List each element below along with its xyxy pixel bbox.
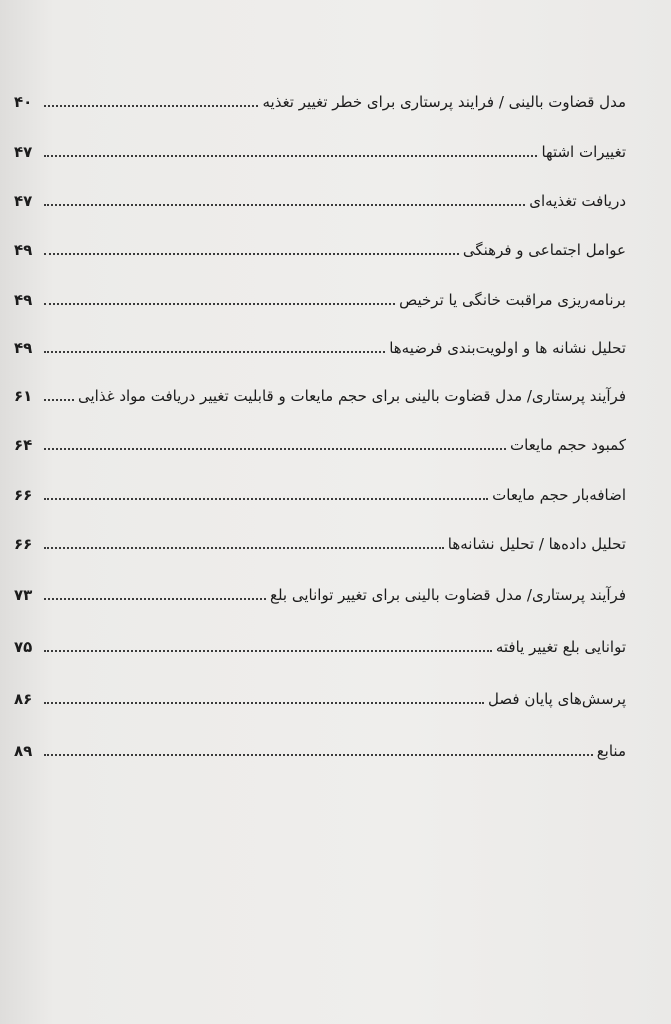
toc-entry-title: فرآیند پرستاری/ مدل قضاوت بالینی برای تغییر توانایی بلع [269,586,626,604]
dot-leader [44,754,593,756]
dot-leader [44,105,258,107]
toc-entry-title: توانایی بلع تغییر یافته [495,638,626,656]
toc-entry-page: ۴۹ [14,339,33,357]
toc-entry [14,330,626,358]
dot-leader [44,351,385,353]
toc-entry-title: اضافه‌بار حجم مایعات [492,486,626,504]
toc-entry-title: منابع [596,742,626,760]
dot-leader [44,155,537,157]
toc-entry [14,232,626,260]
toc-entry-title: مدل قضاوت بالینی / فرایند پرستاری برای خطر تغییر تغذیه [262,93,626,111]
toc-entry-page: ۸۹ [14,742,33,760]
toc-entry-title: کمبود حجم مایعات [510,436,626,454]
toc-entry-page: ۷۳ [14,586,33,604]
toc-entry [14,427,626,455]
toc-entry [14,183,626,211]
toc-entry-title: برنامه‌ریزی مراقبت خانگی یا ترخیص [399,291,626,309]
toc-entry-page: ۴۷ [14,192,33,210]
toc-entry-page: ۸۶ [14,690,33,708]
dot-leader [44,598,266,600]
toc-entry-page: ۶۴ [14,436,33,454]
toc-entry-page: ۴۷ [14,143,33,161]
dot-leader [44,650,492,652]
dot-leader [44,204,525,206]
toc-entry-page: ۴۹ [14,241,33,259]
toc-entry-title: دریافت تغذیه‌ای [529,192,626,210]
dot-leader [44,399,74,401]
toc-entry [14,733,626,761]
toc-entry-page: ۶۶ [14,486,33,504]
dot-leader [44,448,506,450]
dot-leader [44,702,484,704]
toc-entry [14,84,626,112]
dot-leader [44,498,488,500]
toc-entry [14,629,626,657]
toc-entry-title: تغییرات اشتها [541,143,626,161]
toc-entry-title: عوامل اجتماعی و فرهنگی [462,241,626,259]
toc-entry [14,134,626,162]
toc-entry-page: ۴۰ [14,93,33,111]
toc-entry-page: ۶۱ [14,387,33,405]
toc-entry-page: ۷۵ [14,638,33,656]
toc-entry-title: پرسش‌های پایان فصل [488,690,626,708]
toc-entry [14,526,626,554]
toc-entry-title: تحلیل نشانه ها و اولویت‌بندی فرضیه‌ها [389,339,626,357]
toc-entry-title: تحلیل داده‌ها / تحلیل نشانه‌ها [447,535,626,553]
toc-entry-page: ۴۹ [14,291,33,309]
toc-entry [14,681,626,709]
toc-entry [14,577,626,605]
toc-entry [14,477,626,505]
dot-leader [44,253,459,255]
dot-leader [44,303,395,305]
toc-entry-title: فرآیند پرستاری/ مدل قضاوت بالینی برای حجم مایعات و قابلیت تغییر دریافت مواد غذایی [77,387,626,405]
toc-entry [14,282,626,310]
toc-entry-page: ۶۶ [14,535,33,553]
dot-leader [44,547,444,549]
toc-entry [14,378,626,406]
